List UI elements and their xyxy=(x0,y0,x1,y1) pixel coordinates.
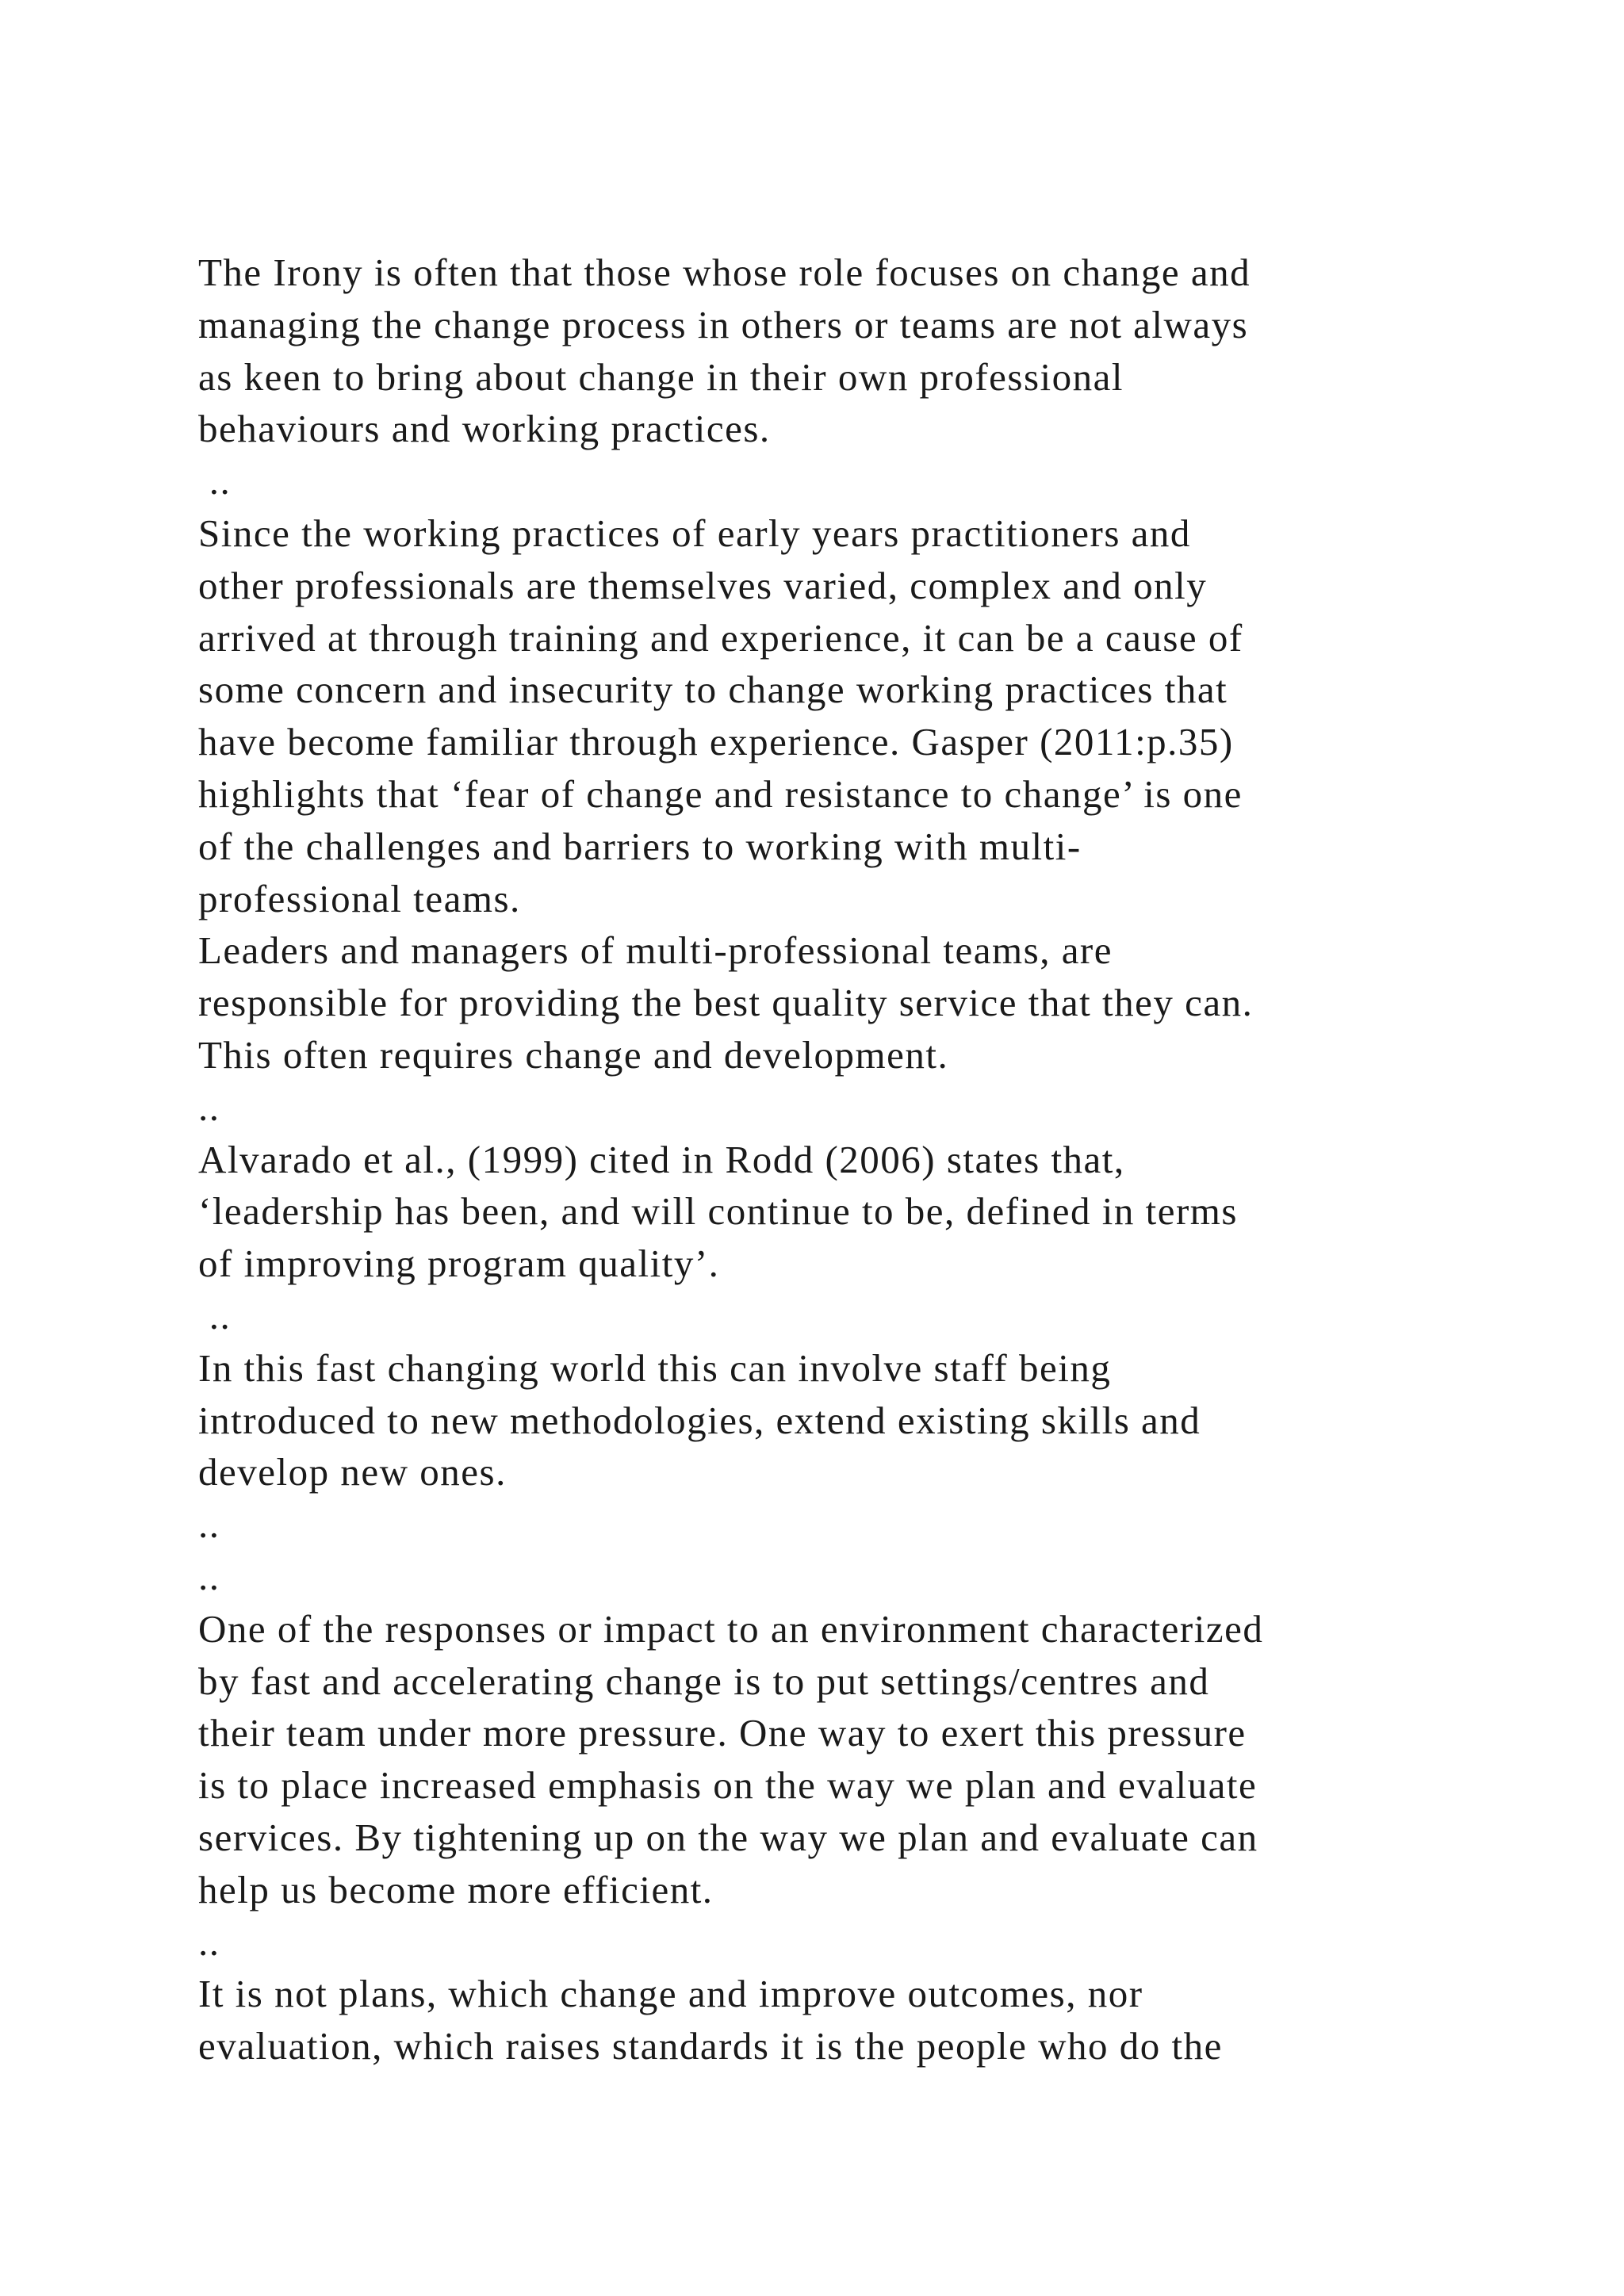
text-line: .. xyxy=(198,1554,220,1598)
text-line: other professionals are themselves varied, complex and only xyxy=(198,563,1208,607)
text-line: of the challenges and barriers to working with multi- xyxy=(198,824,1082,868)
text-line: .. xyxy=(198,1085,220,1129)
text-line: Alvarado et al., (1999) cited in Rodd (2006) states that, xyxy=(198,1137,1125,1181)
text-line: .. xyxy=(198,1293,232,1337)
text-line: ‘leadership has been, and will continue to be, defined in terms xyxy=(198,1189,1238,1234)
text-line: is to place increased emphasis on the way we plan and evaluate xyxy=(198,1763,1258,1808)
text-line: .. xyxy=(198,459,232,503)
text-line: One of the responses or impact to an environment characterized xyxy=(198,1606,1264,1651)
text-line: .. xyxy=(198,1919,220,1964)
text-line: It is not plans, which change and improve outcomes, nor xyxy=(198,1972,1143,2016)
text-line: services. By tightening up on the way we plan and evaluate can xyxy=(198,1815,1258,1859)
text-line: .. xyxy=(198,1502,220,1547)
body-text xyxy=(198,247,1507,2072)
text-line: some concern and insecurity to change working practices that xyxy=(198,668,1228,712)
text-line: behaviours and working practices. xyxy=(198,407,771,451)
text-line: of improving program quality’. xyxy=(198,1242,720,1286)
text-line: help us become more efficient. xyxy=(198,1867,714,1911)
text-line: by fast and accelerating change is to put settings/centres and xyxy=(198,1659,1210,1703)
text-line: professional teams. xyxy=(198,876,521,920)
text-line: responsible for providing the best quality service that they can. xyxy=(198,981,1254,1025)
text-line: highlights that ‘fear of change and resistance to change’ is one xyxy=(198,771,1243,816)
text-line: managing the change process in others or teams are not always xyxy=(198,302,1249,346)
text-line: Leaders and managers of multi-professional teams, are xyxy=(198,928,1113,973)
text-line: their team under more pressure. One way to exert this pressure xyxy=(198,1711,1247,1755)
text-line: arrived at through training and experience, it can be a cause of xyxy=(198,615,1243,660)
text-line: Since the working practices of early years practitioners and xyxy=(198,511,1191,555)
text-line: have become familiar through experience. Gasper (2011:p.35) xyxy=(198,720,1234,764)
text-line: as keen to bring about change in their own professional xyxy=(198,354,1124,399)
text-line: develop new ones. xyxy=(198,1450,507,1494)
text-line: evaluation, which raises standards it is the people who do the xyxy=(198,2024,1223,2068)
text-line: introduced to new methodologies, extend existing skills and xyxy=(198,1398,1201,1442)
text-line: This often requires change and development. xyxy=(198,1032,949,1077)
text-line: In this fast changing world this can involve staff being xyxy=(198,1345,1112,1390)
text-line: The Irony is often that those whose role focuses on change and xyxy=(198,251,1251,294)
